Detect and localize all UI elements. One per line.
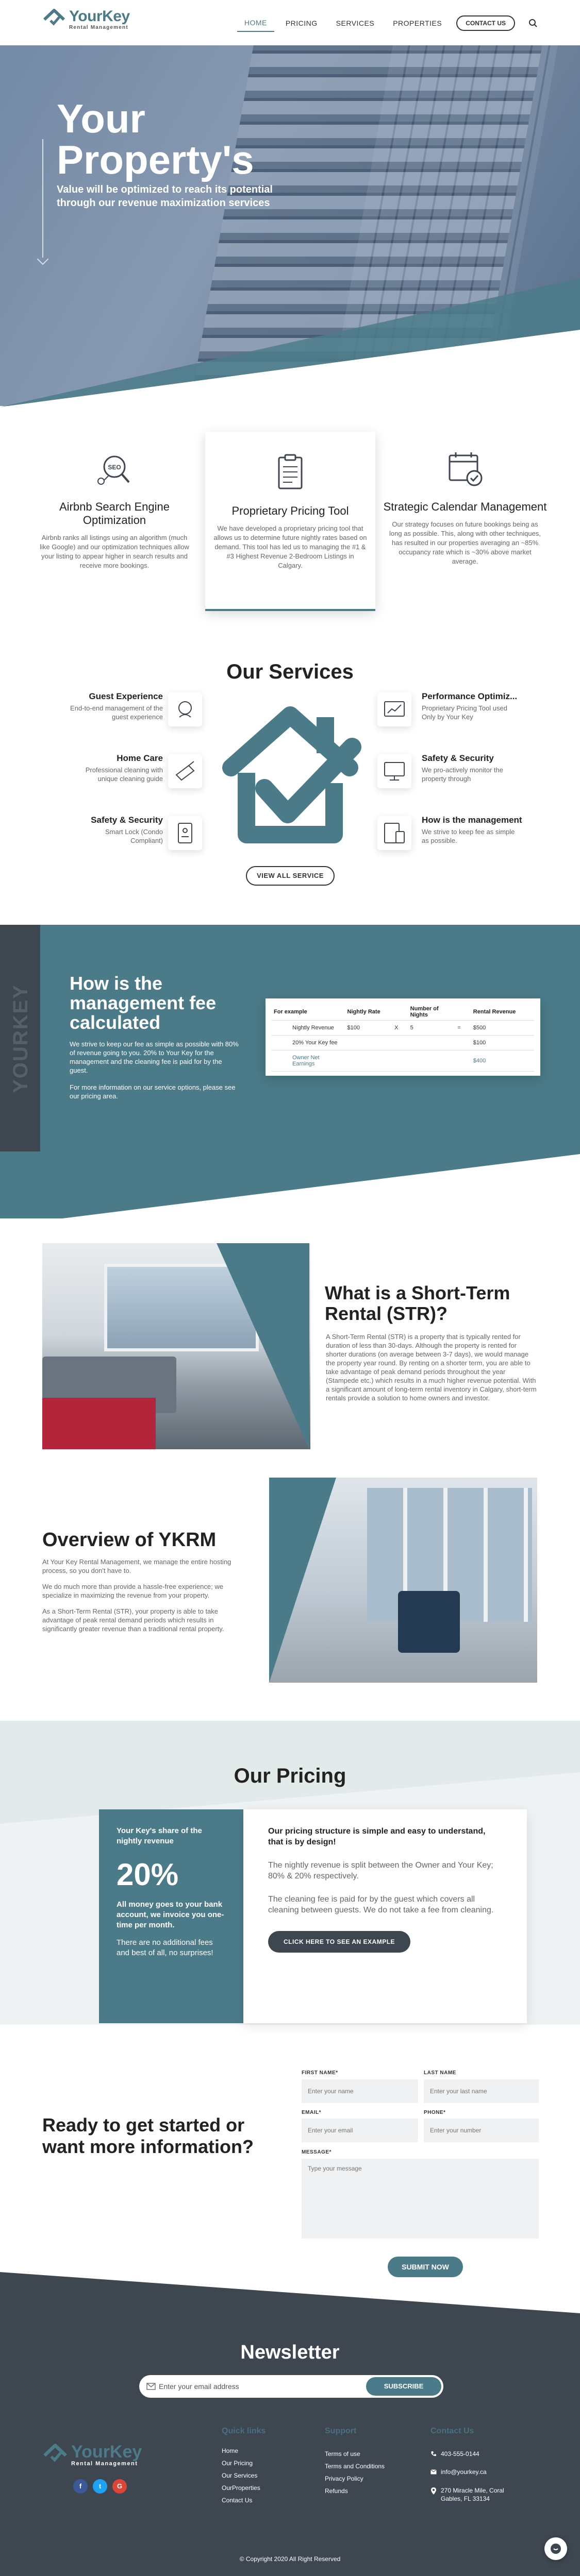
footer-top-shape: [0, 2272, 580, 2329]
last-name-label: LAST NAME: [424, 2070, 456, 2076]
subscribe-button[interactable]: SUBSCRIBE: [366, 2377, 441, 2396]
table-cell: [408, 1036, 456, 1050]
see-example-button[interactable]: CLICK HERE TO SEE AN EXAMPLE: [268, 1931, 410, 1953]
pricing-structure-heading: Our pricing structure is simple and easy to understand, that is by design!: [268, 1827, 486, 1846]
svg-text:SEO: SEO: [108, 464, 121, 471]
hero-subtitle: Value will be optimized to reach its potential through our revenue maximization services: [57, 184, 273, 209]
fee-text: We strive to keep our fee as simple as possible with 80% of revenue going to you. 20% to Your Key for the management and the cleaning fee is paid for by the guest.: [70, 1040, 239, 1074]
fee-text-pricing-link: For more information on our service options, please see our pricing area.: [70, 1083, 236, 1100]
overview-accent-triangle: [269, 1478, 336, 1683]
pricing-title: Our Pricing: [234, 1765, 346, 1787]
overview-paragraph: At Your Key Rental Management, we manage the entire hosting process, so you don't have to.: [42, 1558, 231, 1574]
newsletter-title: Newsletter: [240, 2342, 340, 2363]
table-cell: [392, 1050, 408, 1072]
table-cell: $100: [345, 1021, 393, 1036]
contact-us-title: Contact Us: [430, 2427, 474, 2435]
logo-text: YourKey: [69, 7, 130, 25]
twitter-icon[interactable]: t: [93, 2479, 107, 2494]
pricing-structure-text: The cleaning fee is paid for by the guest which covers all cleaning between guests. We do not take a fee from cleaning.: [268, 1895, 494, 1914]
chat-icon: [544, 2537, 567, 2560]
table-cell: $500: [471, 1021, 534, 1036]
seo-icon: [94, 448, 135, 489]
room-rug: [42, 1398, 156, 1449]
guest-experience-icon: [168, 692, 202, 726]
footer-phone[interactable]: 403-555-0144: [441, 2450, 479, 2458]
table-header: [392, 1004, 408, 1021]
feature-title: Proprietary Pricing Tool: [231, 504, 349, 517]
table-header: For example: [272, 1004, 345, 1021]
service-title: Guest Experience: [89, 691, 163, 701]
feature-title: Strategic Calendar Management: [383, 500, 547, 513]
message-label: MESSAGE*: [302, 2149, 332, 2155]
hero-title-line1: Your: [57, 96, 145, 141]
house-logo-icon: [42, 2442, 68, 2468]
table-cell: 20% Your Key fee: [272, 1036, 345, 1050]
table-cell: [345, 1036, 393, 1050]
monitor-icon: [377, 754, 411, 788]
feature-text: We have developed a proprietary pricing tool that allows us to determine future nightly rates based on demand. This tool has led us to managing the #1 & #3 Highest Revenue 2-Bedroom Listings in Calgary.: [213, 524, 367, 569]
message-textarea[interactable]: [302, 2159, 539, 2239]
pricing-percentage: 20%: [117, 1857, 179, 1892]
table-header: Rental Revenue: [471, 1004, 534, 1021]
pricing-share-text: There are no additional fees and best of all, no surprises!: [117, 1938, 213, 1957]
search-icon[interactable]: [528, 19, 538, 28]
pricing-share-text: All money goes to your bank account, we invoice you one-time per month.: [117, 1900, 224, 1929]
footer-link-properties[interactable]: OurProperties: [222, 2484, 260, 2492]
str-accent-triangle: [217, 1243, 309, 1449]
footer-link-pricing[interactable]: Our Pricing: [222, 2460, 253, 2467]
table-row: [272, 1021, 534, 1036]
table-cell: $400: [471, 1050, 534, 1072]
service-text: End-to-end management of the guest experience: [70, 704, 163, 721]
service-title: How is the management: [422, 815, 522, 825]
table-cell: [455, 1050, 471, 1072]
table-row: [272, 1050, 534, 1072]
footer-link-privacy[interactable]: Privacy Policy: [325, 2475, 363, 2482]
support-title: Support: [325, 2427, 357, 2435]
view-all-services-button[interactable]: VIEW ALL SERVICE: [246, 866, 335, 886]
hero-scroll-line: [42, 139, 43, 258]
pricing-structure-text: The nightly revenue is split between the Owner and Your Key; 80% & 20% respectively.: [268, 1861, 493, 1880]
services-title: Our Services: [226, 660, 354, 683]
service-text: We pro-actively monitor the property through: [422, 766, 503, 783]
hero-title-line2: Property's: [57, 137, 254, 182]
service-safety-security-left[interactable]: [3, 815, 168, 845]
google-icon[interactable]: G: [112, 2479, 127, 2494]
feature-title: Airbnb Search Engine Optimization: [59, 500, 170, 527]
hero-title: [57, 98, 254, 180]
service-home-care[interactable]: [3, 753, 168, 783]
table-cell: =: [455, 1021, 471, 1036]
table-cell: [392, 1036, 408, 1050]
location-icon: [430, 2487, 437, 2495]
table-cell: 5: [408, 1021, 456, 1036]
logo-subtitle: Rental Management: [69, 24, 128, 30]
footer-link-services[interactable]: Our Services: [222, 2472, 258, 2479]
overview-paragraph: As a Short-Term Rental (STR), your property is able to take advantage of peak rental demand periods which results in significantly greater revenue than a traditional rental property.: [42, 1607, 224, 1633]
service-title: Safety & Security: [422, 753, 494, 763]
last-name-input[interactable]: [424, 2079, 539, 2103]
footer-link-home[interactable]: Home: [222, 2447, 239, 2454]
pricing-share-card: [99, 1809, 243, 2023]
feature-pricing-tool: [205, 432, 375, 611]
table-cell: [345, 1050, 393, 1072]
fee-vertical-brand: YOURKEY: [9, 984, 32, 1093]
footer-address: 270 Miracle Mile, Coral Gables, FL 33134: [441, 2487, 504, 2502]
table-header: Number of Nights: [408, 1004, 456, 1021]
calendar-icon: [444, 448, 486, 489]
table-cell: [455, 1036, 471, 1050]
email-icon: [430, 2469, 437, 2475]
footer-link-terms-conditions[interactable]: Terms and Conditions: [325, 2463, 385, 2470]
overview-paragraph: We do much more than provide a hassle-free experience; we specialize in maximizing the revenue from your property.: [42, 1583, 223, 1599]
chat-button[interactable]: [544, 2537, 567, 2560]
nav-services[interactable]: SERVICES: [336, 19, 375, 27]
logo[interactable]: [42, 7, 130, 31]
service-text: Proprietary Pricing Tool used Only by Your Key: [422, 704, 507, 721]
feature-text: Our strategy focuses on future bookings being as long as possible. This, along with other techniques, has resulted in our properties averaging an ~85% occupancy rate which is ~30% above market average.: [389, 520, 541, 565]
house-logo-icon: [42, 7, 66, 31]
feature-seo: [29, 448, 200, 570]
footer-link-contact[interactable]: Contact Us: [222, 2497, 253, 2504]
footer-logo-text: YourKey: [71, 2442, 142, 2462]
service-title: Home Care: [117, 753, 163, 763]
pricing-share-heading: Your Key's share of the nightly revenue: [117, 1826, 202, 1845]
str-text: A Short-Term Rental (STR) is a property that is typically rented for duration of less than 30-days. Although the property is rented for shorter durations (on average between 3-7 days), we would manage the property year round. By renting on a shorter term, you are able to take advantage of peak demand periods throughout the year (Stampede etc.) which results in a much higher revenue potential. With a significant amount of long-term rental inventory in Calgary, short-term rentals provide a solution to home owners and investor.: [326, 1333, 537, 1402]
performance-icon: [377, 692, 411, 726]
phone-icon: [430, 2451, 437, 2457]
contact-us-button[interactable]: CONTACT US: [456, 15, 515, 31]
contact-form-title: Ready to get started or want more information?: [42, 2114, 254, 2157]
table-row: [272, 1036, 534, 1050]
footer-link-refunds[interactable]: Refunds: [325, 2487, 348, 2495]
phone-label: PHONE*: [424, 2110, 446, 2115]
pricing-structure-card: [243, 1809, 527, 2023]
first-name-label: FIRST NAME*: [302, 2070, 338, 2076]
service-text: Smart Lock (Condo Compliant): [105, 828, 163, 844]
mail-icon: [146, 2382, 156, 2391]
newsletter-placeholder: Enter your email address: [159, 2382, 239, 2391]
nav-properties[interactable]: PROPERTIES: [393, 19, 442, 27]
cleaning-icon: [168, 754, 202, 788]
table-header: Nightly Rate: [345, 1004, 393, 1021]
footer-logo[interactable]: [42, 2442, 142, 2468]
service-title: Safety & Security: [91, 815, 163, 825]
table-cell: $100: [471, 1036, 534, 1050]
quick-links-title: Quick links: [222, 2427, 266, 2435]
table-cell: [408, 1050, 456, 1072]
footer-email[interactable]: info@yourkey.ca: [441, 2468, 487, 2476]
feature-calendar: [380, 448, 550, 566]
table-cell: Nightly Revenue: [272, 1021, 345, 1036]
facebook-icon[interactable]: f: [73, 2479, 88, 2494]
first-name-input[interactable]: [302, 2079, 418, 2103]
site-header: [0, 0, 580, 45]
nav-home[interactable]: HOME: [237, 14, 274, 32]
footer-link-terms-of-use[interactable]: Terms of use: [325, 2450, 360, 2458]
email-input[interactable]: [302, 2119, 418, 2142]
service-performance[interactable]: [422, 691, 580, 721]
footer-logo-subtitle: Rental Management: [71, 2461, 138, 2467]
table-cell: Owner Net Earnings: [272, 1050, 345, 1072]
service-text: Professional cleaning with unique cleaning guide: [85, 766, 163, 783]
service-text: We strive to keep fee as simple as possible.: [422, 828, 515, 844]
table-cell: X: [392, 1021, 408, 1036]
fee-section-bottom-shape: [0, 1123, 580, 1226]
copyright: © Copyright 2020 All Right Reserved: [239, 2555, 341, 2563]
room-chair: [398, 1591, 460, 1653]
management-icon: [377, 816, 411, 850]
overview-title: Overview of YKRM: [42, 1529, 217, 1551]
phone-input[interactable]: [424, 2119, 539, 2142]
service-how-management[interactable]: [422, 815, 580, 845]
submit-button[interactable]: SUBMIT NOW: [388, 2257, 463, 2277]
service-title: Performance Optimiz...: [422, 691, 518, 701]
smart-lock-icon: [168, 816, 202, 850]
nav-pricing[interactable]: PRICING: [285, 19, 318, 27]
service-guest-experience[interactable]: [3, 691, 168, 721]
service-safety-security-right[interactable]: [422, 753, 580, 783]
email-label: EMAIL*: [302, 2110, 321, 2115]
main-nav: [237, 14, 538, 32]
table-header: [455, 1004, 471, 1021]
fee-title: How is the management fee calculated: [70, 973, 217, 1033]
house-check-icon: [216, 706, 365, 845]
str-title: What is a Short-Term Rental (STR)?: [325, 1282, 510, 1324]
fee-example-table: [266, 998, 540, 1076]
feature-text: Airbnb ranks all listings using an algorithm (much like Google) and our optimization techniques allow your listing to appear higher in search results and receive more bookings.: [40, 534, 189, 569]
clipboard-icon: [270, 452, 311, 494]
